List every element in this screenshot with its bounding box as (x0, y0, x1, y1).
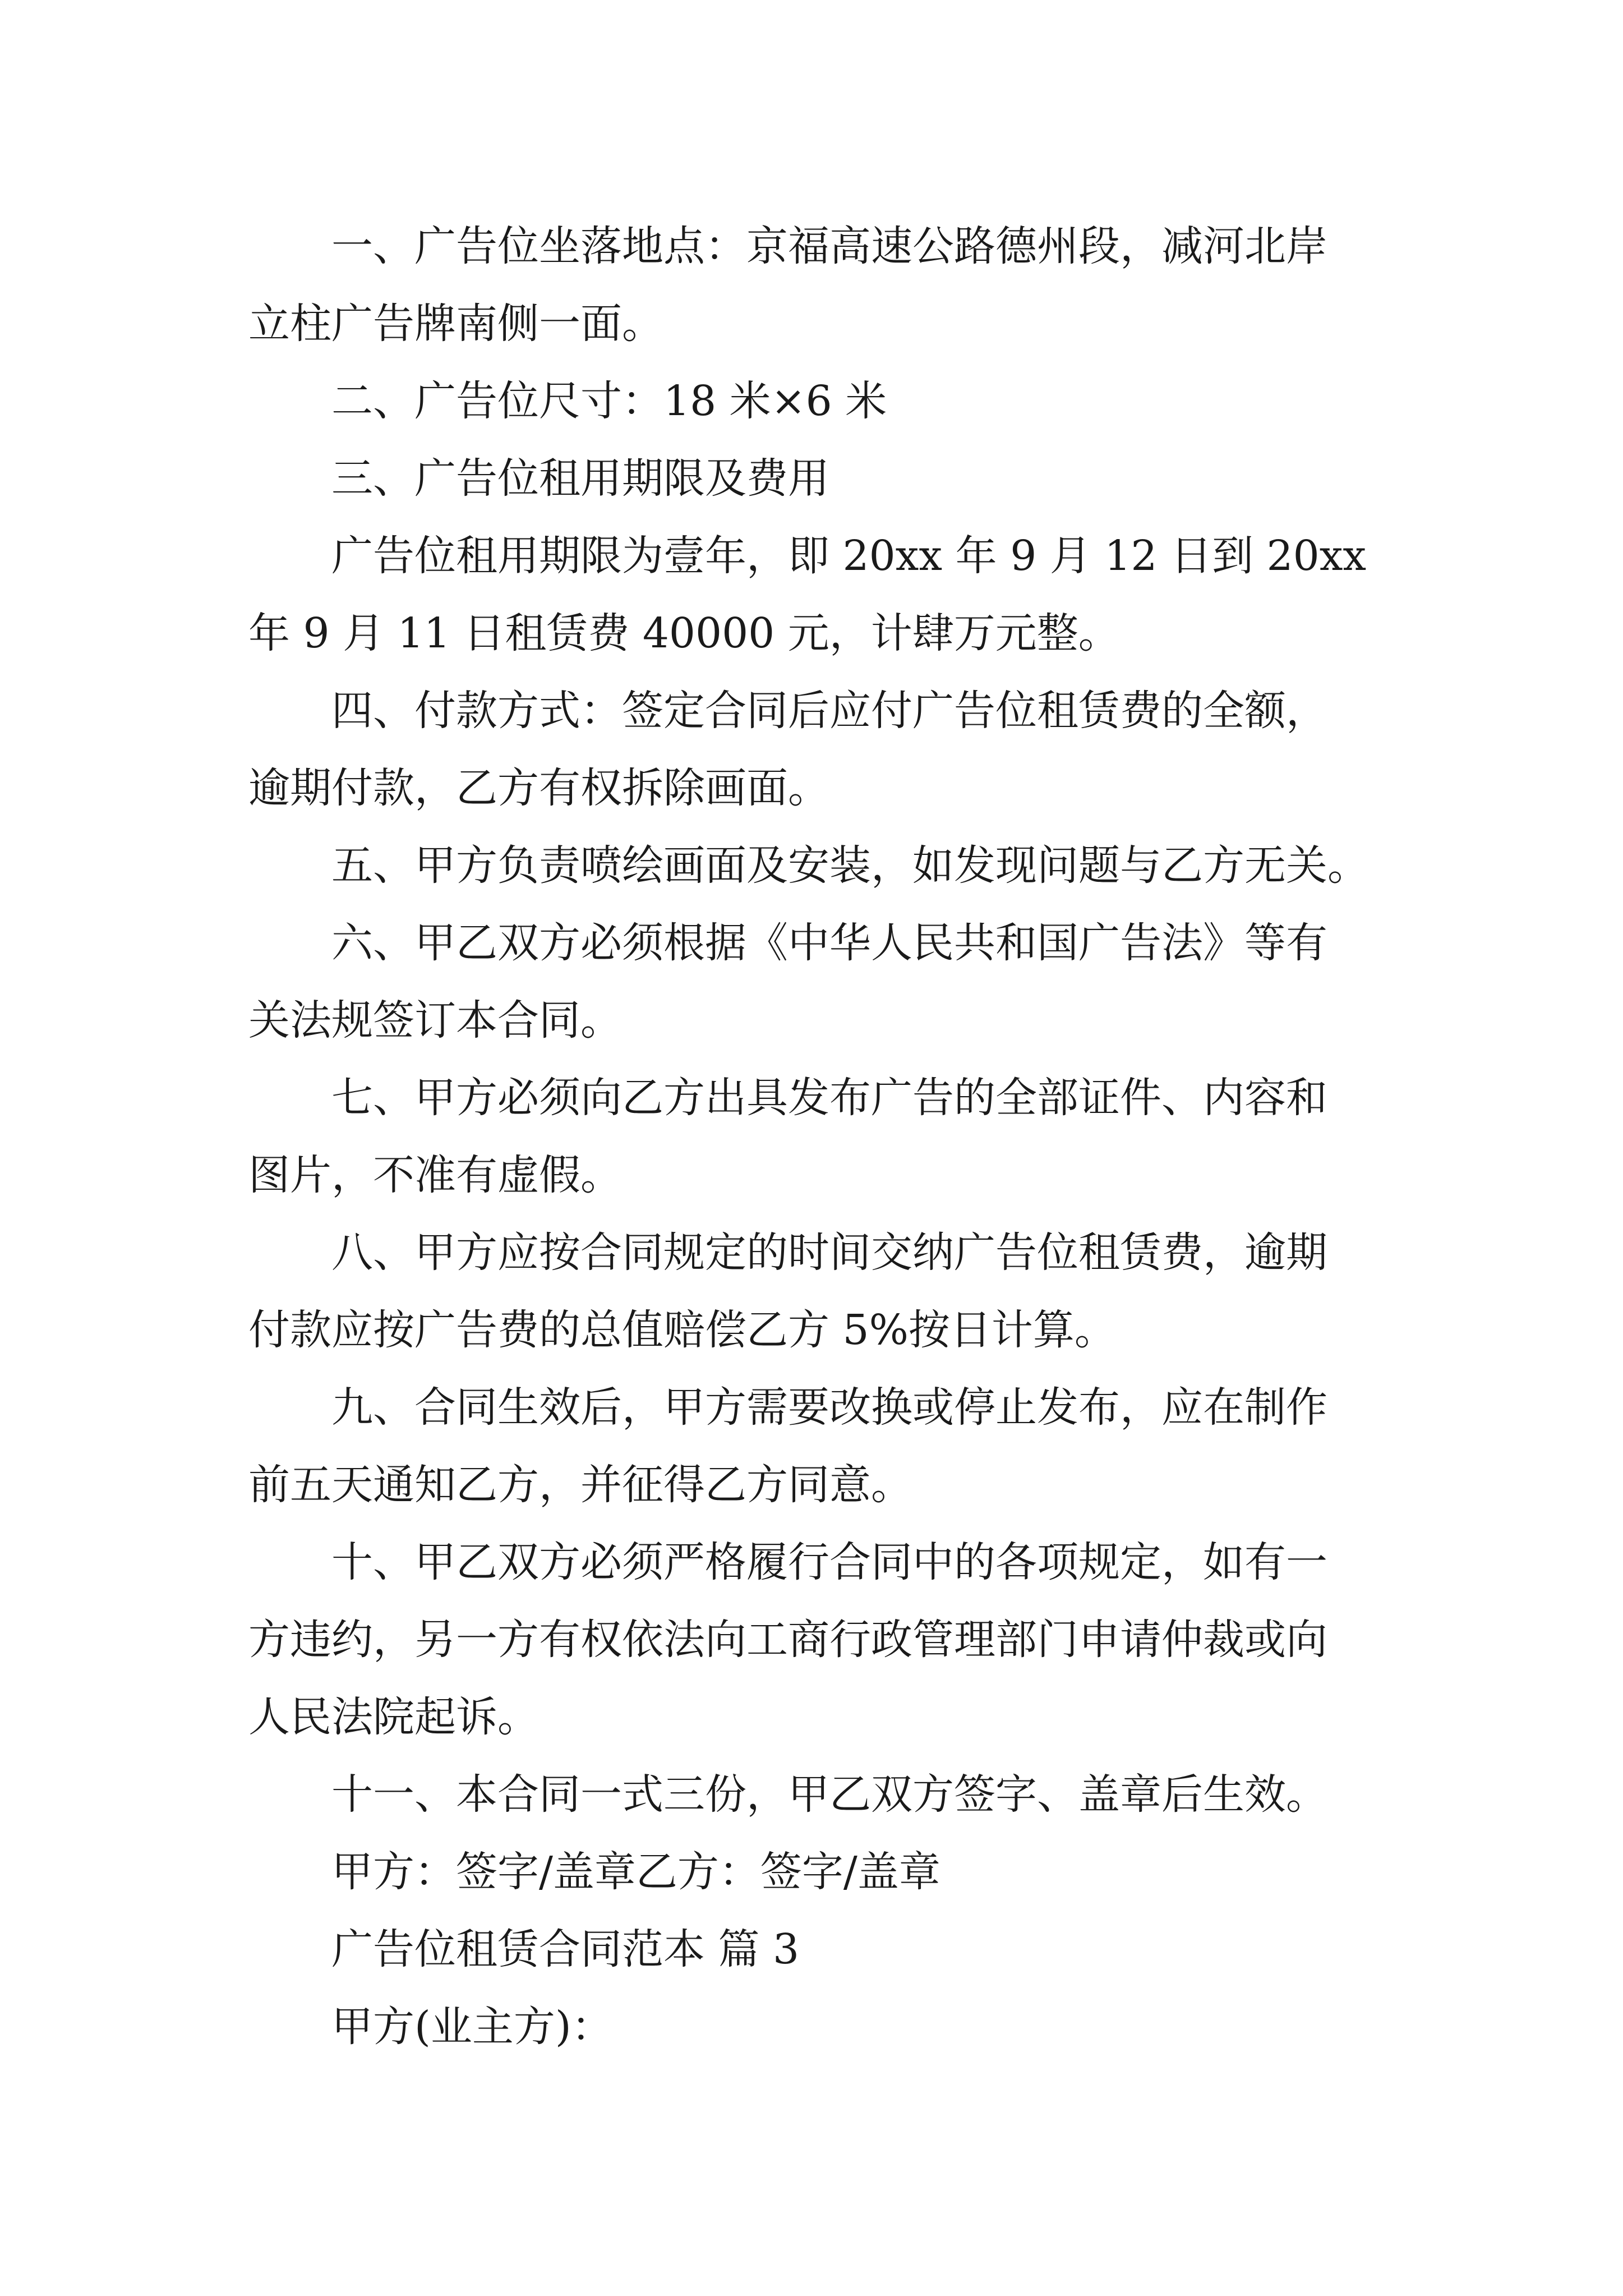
party-a-label: 甲方(业主方)： (331, 2003, 613, 2051)
clause-10-line-1: 十、甲乙双方必须严格履行合同中的各项规定，如有一 (331, 1538, 1327, 1586)
clause-10-line-2: 方违约，另一方有权依法向工商行政管理部门申请仲裁或向 (248, 1616, 1327, 1664)
signature-line: 甲方：签字/盖章乙方：签字/盖章 (331, 1848, 940, 1896)
clause-4-line-2: 逾期付款，乙方有权拆除画面。 (248, 764, 829, 812)
clause-6-line-1: 六、甲乙双方必须根据《中华人民共和国广告法》等有 (331, 919, 1327, 967)
clause-6-line-2: 关法规签订本合同。 (248, 996, 622, 1045)
clause-7-line-1: 七、甲方必须向乙方出具发布广告的全部证件、内容和 (331, 1074, 1327, 1122)
section-title: 广告位租赁合同范本 篇 3 (331, 1925, 800, 1973)
clause-1-line-1: 一、广告位坐落地点：京福高速公路德州段，减河北岸 (331, 222, 1327, 270)
clause-3-heading: 三、广告位租用期限及费用 (331, 454, 829, 503)
clause-9-line-2: 前五天通知乙方，并征得乙方同意。 (248, 1461, 912, 1509)
clause-3-line-1: 广告位租用期限为壹年，即 20xx 年 9 月 12 日到 20xx (331, 532, 1367, 580)
clause-11-line: 十一、本合同一式三份，甲乙双方签字、盖章后生效。 (331, 1770, 1327, 1819)
clause-8-line-1: 八、甲方应按合同规定的时间交纳广告位租赁费，逾期 (331, 1228, 1327, 1277)
clause-1-line-2: 立柱广告牌南侧一面。 (248, 300, 663, 348)
clause-8-line-2: 付款应按广告费的总值赔偿乙方 5%按日计算。 (248, 1306, 1116, 1354)
clause-7-line-2: 图片，不准有虚假。 (248, 1151, 622, 1199)
clause-2-line: 二、广告位尺寸：18 米×6 米 (331, 377, 887, 425)
document-body (248, 208, 1376, 2065)
clause-4-line-1: 四、付款方式：签定合同后应付广告位租赁费的全额， (331, 687, 1327, 735)
clause-10-line-3: 人民法院起诉。 (248, 1693, 539, 1741)
clause-9-line-1: 九、合同生效后，甲方需要改换或停止发布，应在制作 (331, 1383, 1327, 1432)
clause-5-line: 五、甲方负责喷绘画面及安装，如发现问题与乙方无关。 (331, 841, 1369, 890)
clause-3-line-2: 年 9 月 11 日租赁费 40000 元，计肆万元整。 (248, 609, 1120, 657)
